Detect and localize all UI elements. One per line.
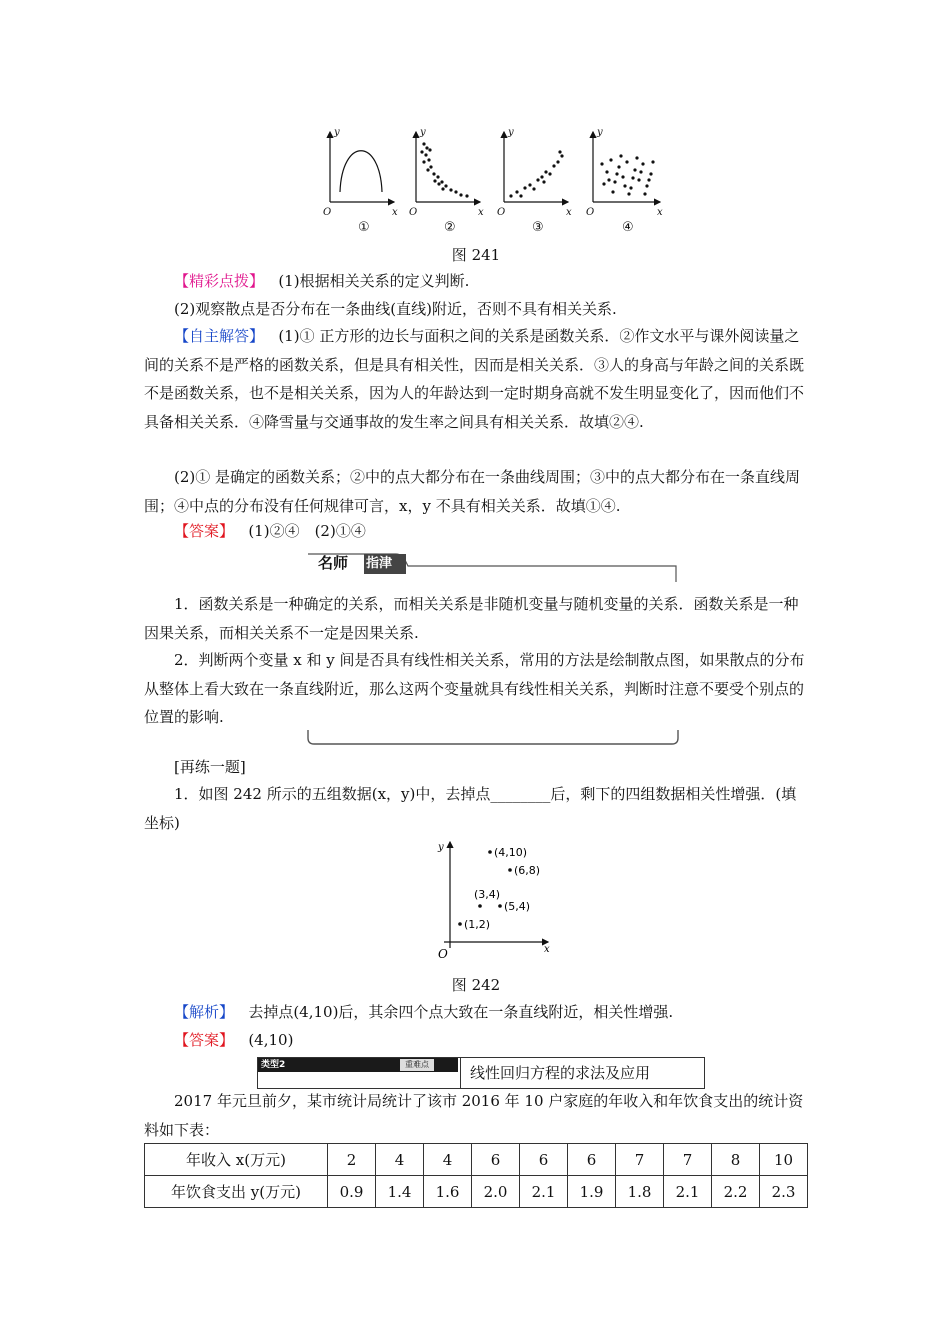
data-point-label: (3,4) <box>474 888 501 901</box>
hint-text-1: (1)根据相关关系的定义判断. <box>278 272 470 290</box>
figure-241-caption: 图 241 <box>451 246 501 264</box>
mingshi-point-2: 2．判断两个变量 x 和 y 间是否具有线性相关关系，常用的方法是绘制散点图，如果散点的分布从整体上看大致在一条直线附近，那么这两个变量就具有线性相关关系，判断时注意不要受个别点的位置的影响. <box>144 651 805 726</box>
table-cell: 0.9 <box>328 1176 376 1208</box>
fig241-origin-1: O <box>323 207 332 218</box>
mingshi-box-top <box>306 552 680 592</box>
table-cell: 8 <box>712 1144 760 1176</box>
mingshi-point-1: 1．函数关系是一种确定的关系，而相关关系是非随机变量与随机变量的关系．函数关系是一种因果关系，而相关关系不一定是因果关系. <box>144 595 799 642</box>
analysis-tag: 【解析】 <box>174 1003 235 1021</box>
fig241-origin-3: O <box>497 207 506 218</box>
solution-tag: 【自主解答】 <box>174 327 265 345</box>
data-point <box>498 904 502 908</box>
analysis-text: 去掉点(4,10)后，其余四个点大致在一条直线附近，相关性增强. <box>248 1003 674 1021</box>
type2-header <box>257 1057 705 1089</box>
fig241-y-label-1: y <box>334 127 340 138</box>
hint-tag: 【精彩点拨】 <box>174 272 265 290</box>
answer-2-text: (4,10) <box>248 1031 294 1049</box>
table-cell: 1.4 <box>376 1176 424 1208</box>
hint-line-2: (2)观察散点是否分布在一条曲线(直线)附近，否则不具有相关关系. <box>174 300 617 318</box>
table-cell: 10 <box>760 1144 808 1176</box>
table-cell: 6 <box>520 1144 568 1176</box>
table-row2-header: 年饮食支出 y(万元) <box>145 1176 328 1208</box>
answer-2-tag: 【答案】 <box>174 1031 235 1049</box>
table-cell: 2.0 <box>472 1176 520 1208</box>
type2-badge: 类型2 <box>261 1060 286 1070</box>
fig241-y-label-4: y <box>597 127 603 138</box>
type2-badge-2: 重难点 <box>400 1059 434 1071</box>
data-point-label: (5,4) <box>504 900 531 913</box>
solution-text-1: (1)① 正方形的边长与面积之间的关系是函数关系．②作文水平与课外阅读量之间的关系不是严格的函数关系，但是具有相关性，因而是相关关系．③人的身高与年龄之间的关系既不是函数关系，也不是相关关系，因为人的年龄达到一定时期身高就不发生明显变化了，因而他们不具备相关关系．④降雪量与交通事故的发生率之间具有相关关系．故填②④. <box>144 327 805 431</box>
practice-question: 1．如图 242 所示的五组数据(x，y)中，去掉点________后，剩下的四组数据相关性增强．(填坐标) <box>144 785 797 832</box>
hint-line-1 <box>174 269 469 293</box>
data-point-label: (1,2) <box>464 918 491 931</box>
practice-header: [再练一题] <box>174 758 246 776</box>
fig242-origin: O <box>438 947 448 961</box>
fig241-label-4: ④ <box>622 220 634 234</box>
type2-title: 线性回归方程的求法及应用 <box>470 1064 651 1082</box>
figure-241 <box>318 122 678 234</box>
scatter-dots <box>420 142 654 197</box>
table-cell: 2.1 <box>520 1176 568 1208</box>
table-cell: 7 <box>664 1144 712 1176</box>
parabola-curve <box>340 151 382 192</box>
figure-242-caption: 图 242 <box>451 976 501 994</box>
table-cell: 2 <box>328 1144 376 1176</box>
answer-1-tag: 【答案】 <box>174 522 235 540</box>
mingshi-title-a: 名师 <box>318 554 349 572</box>
data-point <box>488 850 492 854</box>
fig241-x-label-3: x <box>566 207 572 218</box>
mingshi-title-b: 指津 <box>366 556 393 571</box>
data-point-label: (4,10) <box>494 846 528 859</box>
fig241-x-label-4: x <box>657 207 663 218</box>
fig241-x-label-1: x <box>392 207 398 218</box>
data-point <box>458 922 462 926</box>
answer-2 <box>174 1028 293 1052</box>
table-cell: 2.3 <box>760 1176 808 1208</box>
income-expense-table <box>144 1143 808 1208</box>
figure-242 <box>432 836 556 964</box>
mingshi-box-bottom <box>306 728 680 748</box>
fig241-y-label-3: y <box>508 127 514 138</box>
table-cell: 2.2 <box>712 1176 760 1208</box>
fig241-label-3: ③ <box>532 220 544 234</box>
table-cell: 4 <box>376 1144 424 1176</box>
solution-part-2: (2)① 是确定的函数关系；②中的点大都分布在一条曲线周围；③中的点大都分布在一条直线周围；④中点的分布没有任何规律可言，x，y 不具有相关关系．故填①④. <box>144 468 801 515</box>
table-cell: 2.1 <box>664 1176 712 1208</box>
table-cell: 6 <box>472 1144 520 1176</box>
fig241-y-label-2: y <box>420 127 426 138</box>
fig241-x-label-2: x <box>478 207 484 218</box>
fig241-origin-2: O <box>409 207 418 218</box>
fig241-label-2: ② <box>444 220 456 234</box>
solution-part-1 <box>144 322 808 436</box>
table-cell: 1.6 <box>424 1176 472 1208</box>
fig241-origin-4: O <box>586 207 595 218</box>
data-point-label: (6,8) <box>514 864 541 877</box>
table-row1-header: 年收入 x(万元) <box>145 1144 328 1176</box>
data-point <box>508 868 512 872</box>
table-row <box>145 1176 808 1208</box>
data-point <box>478 904 482 908</box>
fig242-y-label: y <box>438 842 444 853</box>
analysis <box>174 1000 673 1024</box>
table-row <box>145 1144 808 1176</box>
table-intro: 2017 年元旦前夕，某市统计局统计了该市 2016 年 10 户家庭的年收入和年饮食支出的统计资料如下表： <box>144 1092 804 1139</box>
table-cell: 4 <box>424 1144 472 1176</box>
table-cell: 7 <box>616 1144 664 1176</box>
table-cell: 1.8 <box>616 1176 664 1208</box>
table-cell: 1.9 <box>568 1176 616 1208</box>
fig242-x-label: x <box>544 944 550 955</box>
answer-1 <box>174 519 366 543</box>
answer-1-text: (1)②④ (2)①④ <box>248 522 366 540</box>
fig241-label-1: ① <box>358 220 370 234</box>
table-cell: 6 <box>568 1144 616 1176</box>
